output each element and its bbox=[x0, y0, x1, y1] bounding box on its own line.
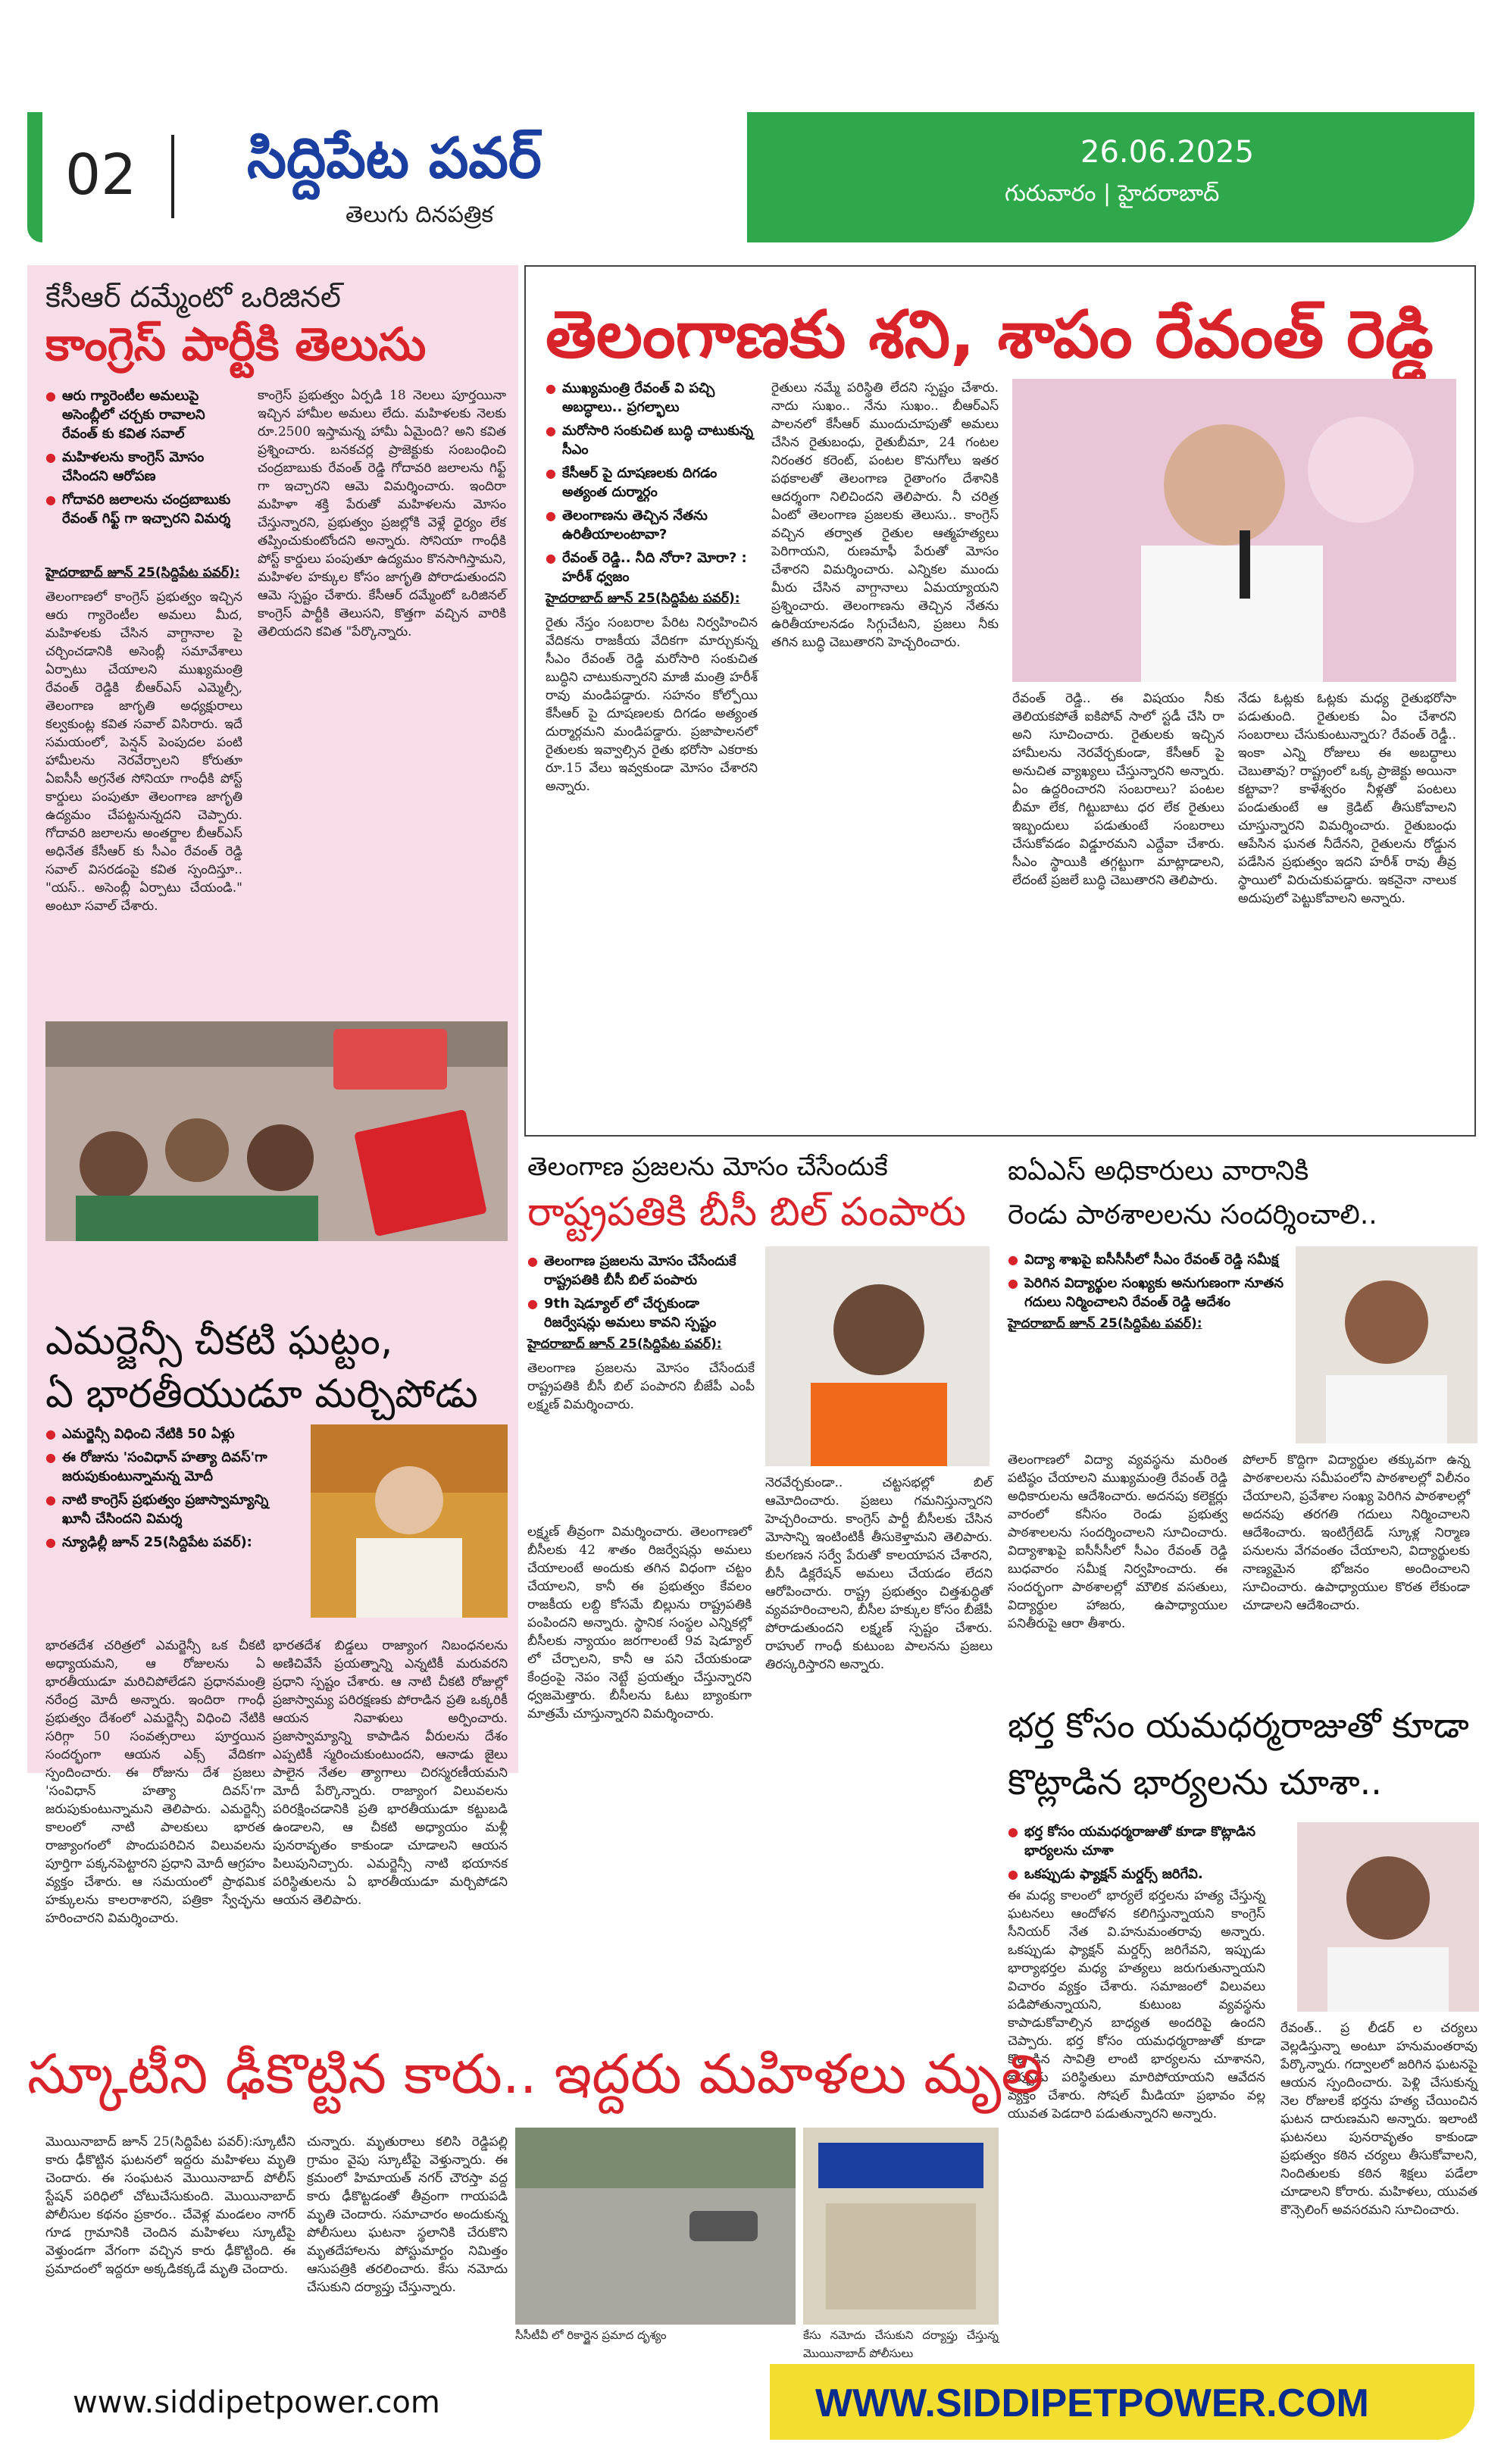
revanth-photo bbox=[1296, 1246, 1477, 1443]
masthead-right bbox=[747, 112, 1474, 242]
kcr-headline: కాంగ్రెస్ పార్టీకి తెలుసు bbox=[45, 318, 427, 371]
revanth-image bbox=[1296, 1246, 1477, 1443]
modi-image bbox=[311, 1424, 508, 1618]
emergency-bullets bbox=[45, 1424, 295, 1556]
lead-bullets-block bbox=[546, 379, 758, 796]
laxman-photo bbox=[765, 1246, 990, 1466]
bcbill-bullet: ● తెలంగాణ ప్రజలను మోసం చేసేందుకే రాష్ట్రపతికి బీసీ బిల్ పంపారు bbox=[527, 1252, 755, 1290]
ias-body-colB: పోలార్ కొద్దిగా విద్యార్థుల తక్కువగా ఉన్న పాఠశాలలను సమీపంలోని పాఠశాలల్లో విలీనం చేయాలని, ప్రవేశాల సంఖ్య పెరిగిన పాఠశాలల్లో అదనపు తరగతి గదులు నిర్మించాలని ఆదేశించారు. ఇంటిగ్రేటెడ్ స్కూళ్ల నిర్మాణ పనులను వేగవంతం చేయాలని, విద్యార్థులకు నాణ్యమైన భోజనం అందించాలని సూచించారు. ఉపాధ్యాయుల కొరత లేకుండా చూడాలని ఆదేశించారు. bbox=[1243, 1452, 1470, 1613]
vh-photo bbox=[1297, 1822, 1479, 2012]
accident-cctv-photo bbox=[515, 2128, 796, 2325]
kcr-protest-photo bbox=[45, 1021, 508, 1241]
lead-body-text1: రైతు నేస్తం సంబరాల పేరిట నిర్వహించిన వేదికను రాజకీయ వేదికగా మార్చుకున్న సీఎం రేవంత్ రెడ్డి మరోసారి సంకుచిత బుద్ధిని చాటుకున్నారని మాజీ మంత్రి హరీశ్ రావు మండిపడ్డారు. సహనం కోల్పోయి కేసీఆర్ పై దూషణలకు దిగడం అత్యంత దుర్మార్గమని మండిపడ్డారు. ప్రజాపాలనలో రైతులకు ఇవ్వాల్సిన రైతు భరోసా ఎకరాకు రూ.15 వేలు ఇవ్వకుండా మోసం చేశారని అన్నారు. bbox=[546, 615, 758, 794]
ias-headline-line1: ఐఏఎస్ అధికారులు వారానికి bbox=[1008, 1155, 1309, 1187]
kcr-bullet: ● గోదావరి జలాలను చంద్రబాబుకు రేవంత్ గిఫ్ట్ గా ఇచ్చారని విమర్శ bbox=[45, 490, 242, 528]
masthead-left bbox=[27, 112, 747, 242]
bcbill-body-colB: నెరవేర్చకుండా.. చట్టసభల్లో బిల్ ఆమోదించారు. ప్రజలు గమనిస్తున్నారని హెచ్చరించారు. కాంగ్రెస్ పార్టీ బీసీలకు చేసిన మోసాన్ని ఇంటింటికీ తీసుకెళ్తామని తెలిపారు. కులగణన సర్వే పేరుతో కాలయాపన చేశారని, బీసీ డిక్లరేషన్ అమలు చేయడం లేదని ఆరోపించారు. రాష్ట్ర ప్రభుత్వం చిత్తశుద్ధితో వ్యవహరించాలని, బీసీల హక్కుల కోసం బీజేపీ పోరాడుతుందని లక్ష్మణ్ స్పష్టం చేశారు. రాహుల్ గాంధీ కుటుంబ పాలనను ప్రజలు తిరస్కరిస్తారని అన్నారు. bbox=[765, 1475, 993, 1672]
bcbill-bullets bbox=[527, 1252, 755, 1332]
emergency-bullet: ● నాటి కాంగ్రెస్ ప్రభుత్వం ప్రజాస్వామ్యాన్ని ఖూనీ చేసిందని విమర్శ bbox=[45, 1490, 295, 1528]
kcr-bullet: ● ఆరు గ్యారెంటీల అమలుపై అసెంబ్లీలో చర్చకు రావాలని రేవంత్ కు కవిత సవాల్ bbox=[45, 386, 242, 443]
scooty-body-text1: మొయినాబాద్ జూన్ 25(సిద్దిపేట పవర్):స్కూటీని కారు ఢీకొట్టిన ఘటనలో ఇద్దరు మహిళలు మృతి చెందారు. ఈ సంఘటన మొయినాబాద్ పోలీస్ స్టేషన్ పరిధిలో చోటుచేసుకుంది. మొయినాబాద్ పోలీసుల కథనం ప్రకారం.. చేవెళ్ల మండలం నాగర్ గూడ గ్రామానికి చెందిన మహిళలు స్కూటీపై వెళ్తుండగా వేగంగా వచ్చిన కారు ఢీకొట్టింది. ఈ ప్రమాదంలో ఇద్దరూ అక్కడికక్కడే మృతి చెందారు. bbox=[45, 2134, 295, 2277]
police-station-image bbox=[803, 2128, 999, 2325]
bcbill-headline: రాష్ట్రపతికి బీసీ బిల్ పంపారు bbox=[527, 1190, 966, 1235]
newspaper-subtitle: తెలుగు దినపత్రిక bbox=[346, 202, 494, 228]
footer-url-left[interactable]: www.siddipetpower.com bbox=[73, 2385, 440, 2420]
lead-bullets bbox=[546, 379, 758, 586]
bharta-body-colA: ఈ మధ్య కాలంలో భార్యలే భర్తలను హత్య చేస్తున్న ఘటనలు ఆందోళన కలిగిస్తున్నాయని కాంగ్రెస్ సీనియర్ నేత వి.హనుమంతరావు అన్నారు. ఒకప్పుడు ఫ్యాక్షన్ మర్డర్స్ జరిగేవని, ఇప్పుడు భార్యాభర్తల మధ్య హత్యలు జరుగుతున్నాయని విచారం వ్యక్తం చేశారు. సమాజంలో విలువలు పడిపోతున్నాయని, కుటుంబ వ్యవస్థను కాపాడుకోవాల్సిన బాధ్యత అందరిపై ఉందని చెప్పారు. భర్త కోసం యమధర్మరాజుతో కూడా కొట్లాడిన సావిత్రి లాంటి భార్యలను చూశానని, ఇప్పుడు పరిస్థితులు మారిపోయాయని ఆవేదన వ్యక్తం చేశారు. సోషల్ మీడియా ప్రభావం వల్ల యువత పెడదారి పడుతున్నారని అన్నారు. bbox=[1008, 1888, 1265, 2122]
bcbill-bullet: ● 9th షెడ్యూల్ లో చేర్చకుండా రిజర్వేషన్లు అమలు కావని స్పష్టం bbox=[527, 1294, 755, 1332]
lead-bullet: ● మరోసారి సంకుచిత బుద్ధి చాటుకున్న సీఎం bbox=[546, 421, 758, 459]
emergency-bullet: ● ఎమర్జెన్సీ విధించి నేటికి 50 ఏళ్లు bbox=[45, 1424, 295, 1443]
laxman-image bbox=[765, 1246, 990, 1466]
footer bbox=[27, 2364, 1474, 2440]
bcbill-dateline: హైదరాబాద్ జూన్ 25(సిద్దిపేట పవర్): bbox=[527, 1337, 722, 1352]
kcr-bullets bbox=[45, 386, 242, 533]
lead-headline: తెలంగాణకు శని, శాపం రేవంత్ రెడ్డి bbox=[546, 297, 1434, 373]
bharta-bullets bbox=[1008, 1822, 1280, 1888]
footer-url-right[interactable]: WWW.SIDDIPETPOWER.COM bbox=[815, 2381, 1369, 2425]
footer-left bbox=[27, 2364, 770, 2440]
vh-image bbox=[1297, 1822, 1479, 2012]
lead-body-col3: రేవంత్ రెడ్డి.. ఈ విషయం నీకు తెలియకపోతే ఐకిపోవ్ సాలో స్టడీ చేసి రా అని సూచించారు. రైతులకు ఇచ్చిన హామీలను నెరవేర్చకుండా, కేసీఆర్ పై అనుచిత వ్యాఖ్యలు చేస్తున్నారని అన్నారు. ఏం ఉద్దరించారని సంబరాలు? పంటల బీమా లేక, గిట్టుబాటు ధర లేక రైతులు ఇబ్బందులు పడుతుంటే సంబరాలు చేసుకోవడం విడ్డూరమని ఎద్దేవా చేశారు. సీఎం స్థాయికి తగ్గట్టుగా మాట్లాడాలని, లేదంటే ప్రజలే బుద్ధి చెబుతారని తెలిపారు. bbox=[1012, 691, 1224, 888]
lead-bullet: ● రేవంత్ రెడ్డి.. నీది నోరా? మోరా? : హరీశ్ ధ్వజం bbox=[546, 549, 758, 586]
ias-dateline: హైదరాబాద్ జూన్ 25(సిద్దిపేట పవర్): bbox=[1008, 1316, 1202, 1331]
emergency-headline-line2: ఏ భారతీయుడూ మర్చిపోడు bbox=[45, 1371, 478, 1417]
lead-bullet: ● ముఖ్యమంత్రి రేవంత్ వి పచ్చి అబద్ధాలు.. ప్రగల్భాలు bbox=[546, 379, 758, 417]
bharta-body-colB: రేవంత్.. ప్ర లీడర్ ల చర్యలు వెల్లడిస్తున్నా అంటూ హనుమంతరావు పేర్కొన్నారు. గద్వాలలో జరిగిన ఘటనపై ఆయన స్పందించారు. పెళ్లి చేసుకున్న నెల రోజులకే భర్తను హత్య చేయించిన ఘటన దారుణమని అన్నారు. ఇలాంటి ఘటనలు పునరావృతం కాకుండా ప్రభుత్వం కఠిన చర్యలు తీసుకోవాలని, నిందితులకు కఠిన శిక్షలు పడేలా చూడాలని కోరారు. మహిళలు, యువత కౌన్సెలింగ్ అవసరమని సూచించారు. bbox=[1280, 2021, 1477, 2218]
lead-bullet: ● కేసీఆర్ పై దూషణలకు దిగడం అత్యంత దుర్మార్గం bbox=[546, 464, 758, 502]
bcbill-body-colA: లక్ష్మణ్ తీవ్రంగా విమర్శించారు. తెలంగాణలో బీసీలకు 42 శాతం రిజర్వేషన్లు అమలు చేయాలంటే అందుకు తగిన విధంగా చట్టం చేయాలని, కానీ ఈ ప్రభుత్వం కేవలం రాజకీయ లబ్ది కోసమే బిల్లును రాష్ట్రపతికి పంపిందని అన్నారు. స్థానిక సంస్థల ఎన్నికల్లో బీసీలకు న్యాయం జరగాలంటే 9వ షెడ్యూల్ లో చేర్చాలని, కానీ ఆ పని చేయకుండా కేంద్రంపై నెపం నెట్టే ప్రయత్నం చేస్తున్నారని ధ్వజమెత్తారు. బీసీలను ఓటు బ్యాంకుగా మాత్రమే చూస్తున్నారని విమర్శించారు. bbox=[527, 1524, 752, 1721]
scooty-headline: స్కూటీని ఢీకొట్టిన కారు.. ఇద్దరు మహిళలు మృతి bbox=[27, 2042, 1044, 2106]
kcr-body-text2: కాంగ్రెస్ ప్రభుత్వం ఏర్పడి 18 నెలలు పూర్తయినా ఇచ్చిన హామీల అమలు లేదు. మహిళలకు నెలకు రూ.2500 ఇస్తామన్న హామీ ఏమైంది? అని కవిత ప్రశ్నించారు. బనకచర్ల ప్రాజెక్టుకు సంబంధించి చంద్రబాబుకు రేవంత్ రెడ్డి గోదావరి జలాలను గిఫ్ట్ గా ఇచ్చారని ఆమె విమర్శించారు. ఇందిరా మహిళా శక్తి పేరుతో మహిళలను మోసం చేస్తున్నారని, ప్రభుత్వం ప్రజల్లోకి వెళ్లే ధైర్యం లేక తప్పించుకుంటోందని అన్నారు. సోనియా గాంధీకి పోస్ట్ కార్డులు పంపుతూ ఉద్యమం కొనసాగిస్తామని, మహిళల హక్కుల కోసం జాగృతి పోరాడుతుందని ఆమె స్పష్టం చేశారు. కేసీఆర్ దమ్మేంటో ఒరిజినల్ కాంగ్రెస్ పార్టీకి తెలుసని, కొత్తగా వచ్చిన వారికి తెలియదని కవిత "పేర్కొన్నారు. bbox=[258, 388, 506, 639]
masthead-accent bbox=[27, 112, 42, 242]
harish-rao-image bbox=[1012, 379, 1456, 682]
ias-body-colA: తెలంగాణలో విద్యా వ్యవస్థను మరింత పటిష్ఠం చేయాలని ముఖ్యమంత్రి రేవంత్ రెడ్డి అధికారులను ఆదేశించారు. అదనపు కలెక్టర్లు వారంలో కనీసం రెండు ప్రభుత్వ పాఠశాలలను సందర్శించాలని సూచించారు. విద్యాశాఖపై ఐసీసీసీలో సీఎం రేవంత్ రెడ్డి బుధవారం సమీక్ష నిర్వహించారు. ఈ సందర్భంగా పాఠశాలల్లో మౌలిక వసతులు, విద్యార్థుల హాజరు, ఉపాధ్యాయుల పనితీరుపై ఆరా తీశారు. bbox=[1008, 1452, 1227, 1631]
lead-bullet: ● తెలంగాణను తెచ్చిన నేతను ఉరితీయాలంటావా? bbox=[546, 506, 758, 544]
lead-body-col2: రైతులు నమ్మే పరిస్థితి లేదని స్పష్టం చేశారు. నాదు సుఖం.. నేను సుఖం.. బీఆర్ఎస్ పాలనలో కేసీఆర్ ముందుచూపుతో అమలు చేసిన రైతుబంధు, రైతుబీమా, 24 గంటల నిరంతర కరెంట్, పంటల కొనుగోలు ఇతర పథకాలతో తెలంగాణ రైతాంగం దేశానికి ఆదర్శంగా నిలిచిందని తెలిపారు. నీ చరిత్ర ఏంటో తెలంగాణ ప్రజలకు తెలుసు.. కాంగ్రెస్ వచ్చిన తర్వాత రైతుల ఆత్మహత్యలు పెరిగాయని, రుణమాఫీ పేరుతో మోసం చేశారని విమర్శించారు. ఎన్నికల ముందు మీరు చేసిన వాగ్దానాలు ఏమయ్యాయని ప్రశ్నించారు. తెలంగాణను తెచ్చిన నేతను ఉరితీయాలనడం సిగ్గుచేటని, ప్రజలు నీకు తగిన బుద్ధి చెబుతారని హెచ్చరించారు. bbox=[771, 380, 999, 650]
kcr-body-text1: తెలంగాణలో కాంగ్రెస్ ప్రభుత్వం ఇచ్చిన ఆరు గ్యారెంటీల అమలు మీద, మహిళలకు చేసిన వాగ్దానాల పై చర్చించడానికి అసెంబ్లీ సమావేశాలు ఏర్పాటు చేయాలని ముఖ్యమంత్రి రేవంత్ రెడ్డికి బీఆర్ఎస్ ఎమ్మెల్సీ, తెలంగాణ జాగృతి అధ్యక్షురాలు కల్వకుంట్ల కవిత సవాల్ విసిరారు. ఇదే సమయంలో, పెన్షన్ పెంపుదల పంటి హామీలను నెరవేర్చాలని కోరుతూ ఏఐసీసీ అగ్రనేత సోనియా గాంధీకి పోస్ట్ కార్డులు పంపుతూ తెలంగాణ జాగృతి ఉద్యమం చేపట్టనున్నదని చెప్పారు. గోదావరి జలాలను అంతర్జాల బీఆర్ఎస్ అధినేత కేసీఆర్ కు సీఎం రేవంత్ రెడ్డి సవాల్ విసరడంపై కవిత స్పందిస్తూ.. "యస్.. అసెంబ్లీ ఏర్పాటు చేయండి." అంటూ సవాల్ చేశారు. bbox=[45, 589, 242, 914]
police-photo-caption: కేసు నమోదు చేసుకుని దర్యాప్తు చేస్తున్న మొయినాబాద్ పోలీసులు bbox=[803, 2328, 999, 2360]
emergency-body-text1: భారతదేశ చరిత్రలో ఎమర్జెన్సీ ఒక చీకటి అధ్యాయమని, ఆ రోజులను ఏ భారతీయుడూ మరిచిపోలేడని ప్రధానమంత్రి నరేంద్ర మోదీ అన్నారు. ఇందిరా గాంధీ ప్రభుత్వం దేశంలో ఎమర్జెన్సీ విధించి నేటికి సరిగ్గా 50 సంవత్సరాలు పూర్తయిన సందర్భంగా ఆయన ఎక్స్ వేదికగా స్పందించారు. ఈ రోజును దేశ ప్రజలు 'సంవిధాన్ హత్యా దివస్'గా జరుపుకుంటున్నామని తెలిపారు. ఎమర్జెన్సీ కాలంలో నాటి పాలకులు భారత రాజ్యాంగంలో పొందుపరిచిన విలువలను పూర్తిగా పక్కనపెట్టారని ప్రధాని మోదీ ఆగ్రహం వ్యక్తం చేశారు. ఆ సమయంలో ప్రాథమిక హక్కులను కాలరాశారని, పత్రికా స్వేచ్ఛను హరించారని విమర్శించారు. bbox=[45, 1638, 265, 1926]
masthead-divider bbox=[171, 135, 174, 218]
accident-cctv-image bbox=[515, 2128, 796, 2325]
ias-bullets-block bbox=[1008, 1250, 1288, 1339]
footer-right bbox=[770, 2364, 1474, 2440]
protest-image bbox=[45, 1021, 508, 1241]
bharta-headline-line1: భర్త కోసం యమధర్మరాజుతో కూడా bbox=[1008, 1705, 1469, 1746]
bcbill-kicker: తెలంగాణ ప్రజలను మోసం చేసేందుకే bbox=[527, 1152, 888, 1182]
ias-bullet: ● విద్యా శాఖపై ఐసీసీసీలో సీఎం రేవంత్ రెడ్డి సమీక్ష bbox=[1008, 1250, 1288, 1269]
emergency-bullet: ● ఈ రోజును 'సంవిధాన్ హత్యా దివస్'గా జరుపుకుంటున్నామన్న మోదీ bbox=[45, 1448, 295, 1486]
page-number: 02 bbox=[65, 142, 137, 208]
lead-body-col4: నేడు ఓట్లకు ఓట్లకు మధ్య రైతుభరోసా పడుతుంది. రైతులకు ఏం చేశారని సంబరాలు చేసుకుంటున్నారు? రేవంత్ రెడ్డీ.. ఇంకా ఎన్ని రోజులు ఈ అబద్ధాలు చెబుతావు? రాష్ట్రంలో ఒక్క ప్రాజెక్టు అయినా కట్టావా? కాళేశ్వరం నీళ్లతో పంటలు పండుతుంటే ఆ క్రెడిట్ తీసుకోవాలని చూస్తున్నారని విమర్శించారు. రైతుబంధు ఆపేసిన ఘనత నీదేనని, రైతులను రోడ్డున పడేసిన ప్రభుత్వం ఇదని హరీశ్ రావు తీవ్ర స్థాయిలో విరుచుకుపడ్డారు. ఇకనైనా నాలుక అదుపులో పెట్టుకోవాలని అన్నారు. bbox=[1238, 691, 1456, 906]
police-station-photo bbox=[803, 2128, 999, 2325]
newspaper-title: సిద్దిపేట పవర్ bbox=[247, 126, 542, 191]
scooty-body-text2: చున్నారు. మృతురాలు కలిసి రెడ్డిపల్లి గ్రామం వైపు స్కూటీపై వెళ్తున్నారు. ఈ క్రమంలో హిమాయత్ నగర్ చౌరస్తా వద్ద కారు ఢీకొట్టడంతో తీవ్రంగా గాయపడి మృతి చెందారు. సమాచారం అందుకున్న పోలీసులు ఘటనా స్థలానికి చేరుకొని మృతదేహాలను పోస్టుమార్టం నిమిత్తం ఆసుపత్రికి తరలించారు. కేసు నమోదు చేసుకుని దర్యాప్తు చేస్తున్నారు. bbox=[307, 2134, 508, 2295]
bharta-bullet: ● భర్త కోసం యమధర్మరాజుతో కూడా కొట్లాడిన భార్యలను చూశా bbox=[1008, 1822, 1280, 1860]
ias-bullets bbox=[1008, 1250, 1288, 1312]
issue-day-place: గురువారం | హైదరాబాద్ bbox=[1005, 180, 1220, 207]
kcr-kicker: కేసీఆర్ దమ్మేంటో ఒరిజినల్ bbox=[45, 280, 341, 314]
issue-date: 26.06.2025 bbox=[1080, 135, 1255, 170]
kcr-bullet: ● మహిళలను కాంగ్రెస్ మోసం చేసిందని ఆరోపణ bbox=[45, 448, 242, 486]
bharta-bullet: ● ఒకప్పుడు ఫ్యాక్షన్ మర్డర్స్ జరిగేవి. bbox=[1008, 1865, 1280, 1884]
kcr-body-col1 bbox=[45, 561, 242, 915]
emergency-headline-line1: ఎమర్జెన్సీ చీకటి ఘట్టం, bbox=[45, 1318, 393, 1364]
masthead bbox=[27, 112, 1474, 242]
modi-photo bbox=[311, 1424, 508, 1618]
kcr-dateline: హైదరాబాద్ జూన్ 25(సిద్దిపేట పవర్): bbox=[45, 565, 240, 580]
lead-dateline: హైదరాబాద్ జూన్ 25(సిద్దిపేట పవర్): bbox=[546, 591, 740, 606]
ias-bullet: ● పెరిగిన విద్యార్థుల సంఖ్యకు అనుగుణంగా నూతన గదులు నిర్మించాలని రేవంత్ రెడ్డి ఆదేశం bbox=[1008, 1274, 1288, 1312]
emergency-dateline: ● న్యూఢిల్లీ జూన్ 25(సిద్దిపేట పవర్): bbox=[45, 1533, 295, 1552]
bcbill-bullets-block bbox=[527, 1252, 755, 1414]
bharta-headline-line2: కొట్లాడిన భార్యలను చూశా.. bbox=[1008, 1762, 1382, 1803]
emergency-body-text2: భారతదేశ బిడ్డలు రాజ్యాంగ నిబంధనలను అణిచివేసే ప్రయత్నాన్ని ఎన్నటికీ మరువరని ప్రధాని స్పష్టం చేశారు. ఆ నాటి చీకటి రోజుల్లో ప్రజాస్వామ్య పరిరక్షణకు పోరాడిన ప్రతి ఒక్కరికీ ఆయన నివాళులు అర్పించారు. ప్రజాస్వామ్యాన్ని కాపాడిన వీరులను దేశం ఎప్పటికీ స్మరించుకుంటుందని, ఆనాడు జైలు పాలైన నేతల త్యాగాలు చిరస్మరణీయమని మోదీ పేర్కొన్నారు. రాజ్యాంగ విలువలను పరిరక్షించడానికి ప్రతి భారతీయుడూ కట్టుబడి ఉండాలని, ఆ చీకటి అధ్యాయం మళ్లీ పునరావృతం కాకుండా చూడాలని ఆయన పిలుపునిచ్చారు. ఎమర్జెన్సీ నాటి భయానక పరిస్థితులను ఏ భారతీయుడూ మర్చిపోడని ఆయన తెలిపారు. bbox=[273, 1638, 508, 1908]
ias-headline-line2: రెండు పాఠశాలలను సందర్శించాలి.. bbox=[1008, 1199, 1377, 1230]
accident-photo-caption: సీసీటీవీ లో రికార్డైన ప్రమాద దృశ్యం bbox=[515, 2328, 667, 2342]
bcbill-body-text1: తెలంగాణ ప్రజలను మోసం చేసేందుకే రాష్ట్రపతికి బీసీ బిల్ పంపారని బీజేపీ ఎంపీ లక్ష్మణ్ విమర్శించారు. bbox=[527, 1361, 755, 1412]
harish-rao-photo bbox=[1012, 379, 1456, 682]
